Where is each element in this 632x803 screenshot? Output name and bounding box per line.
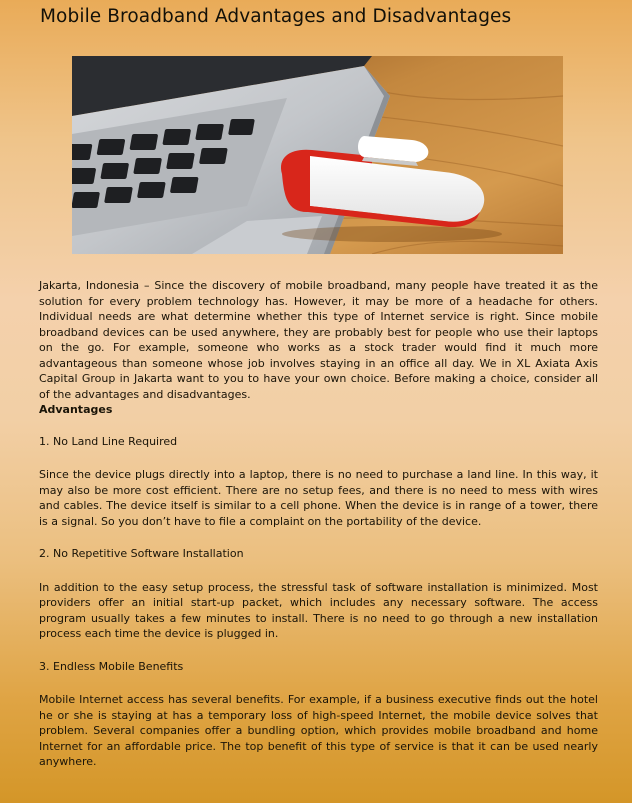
advantage-2-title: 2. No Repetitive Software Installation bbox=[39, 547, 244, 560]
advantage-1-body: Since the device plugs directly into a laptop, there is no need to purchase a land line. In this way, it may also be more cost efficient. There are no setup fees, and there is no need to mess with wires and cables. The device itself is similar to a cell phone. When the device is in range of a tower, there is a signal. So you don’t have to file a complaint on the portability of the device. bbox=[39, 468, 598, 528]
hero-image-laptop-usb-modem bbox=[72, 56, 563, 254]
advantage-3-title: 3. Endless Mobile Benefits bbox=[39, 659, 184, 673]
intro-paragraph: Jakarta, Indonesia – Since the discovery of mobile broadband, many people have treated it as the solution for every problem technology has. However, it may be more of a headache for others. Individual needs are what determine whether this type of Internet service is right. Since mobile broadband devices can be used anywhere, they are probably best for people who use their laptops on the go. For example, someone who works as a stock trader would find it much more advantageous than someone whose job involves staying in an office all day. We in XL Axiata Axis Capital Group in Jakarta want to you to have your own choice. Before making a choice, consider all of the advantages and disadvantages. bbox=[39, 279, 598, 401]
advantage-2-body: In addition to the easy setup process, the stressful task of software installation is minimized. Most providers offer an initial start-up packet, which includes any necessary software. The access program usually takes a few minutes to install. There is no need to go through a new installation process each time the device is plugged in. bbox=[39, 580, 598, 640]
advantage-3-body: Mobile Internet access has several benefits. For example, if a business executive finds out the hotel he or she is staying at has a temporary loss of high-speed Internet, the mobile device solves that problem. Several companies offer a bundling option, which provides mobile broadband and home Internet for an affordable price. The top benefit of this type of service is that it can be used nearly anywhere. bbox=[39, 693, 598, 768]
article-body bbox=[39, 278, 598, 770]
page-title: Mobile Broadband Advantages and Disadvantages bbox=[40, 6, 512, 27]
advantage-1-title: 1. No Land Line Required bbox=[39, 434, 178, 448]
advantages-heading: Advantages bbox=[39, 403, 113, 416]
